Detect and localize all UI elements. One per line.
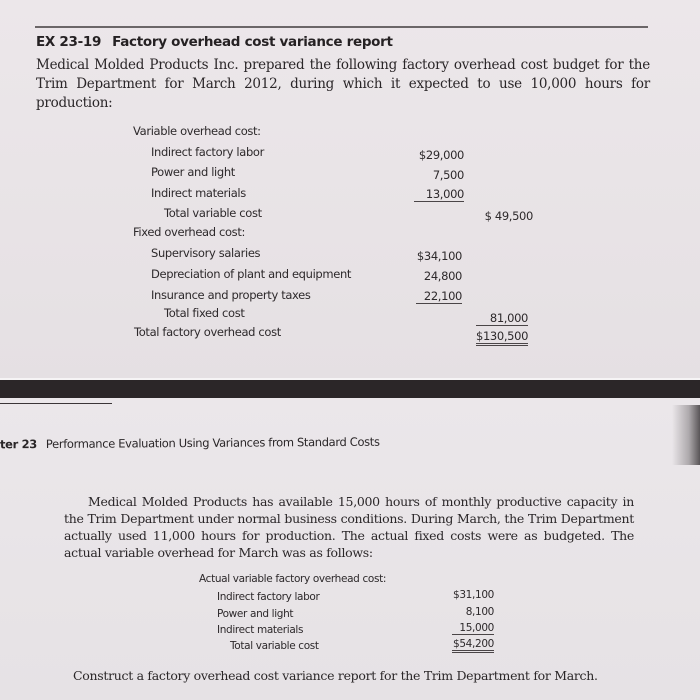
chapter-title: Performance Evaluation Using Variances from Standard Costs <box>45 434 380 452</box>
total-variable-label: Total variable cost <box>164 206 262 220</box>
budget-amount-indirect-labor: $29,000 <box>418 148 464 162</box>
budget-label-insurance: Insurance and property taxes <box>151 288 311 302</box>
actual-amount-indirect-materials: 15,000 <box>452 622 494 635</box>
budget-amount-indirect-materials: 13,000 <box>414 187 464 202</box>
exercise-instruction: Construct a factory overhead cost variance report for the Trim Department for March. <box>73 668 598 683</box>
budget-label-depreciation: Depreciation of plant and equipment <box>151 267 352 281</box>
budget-amount-supervisory: $34,100 <box>416 249 462 263</box>
total-overhead-amount: $130,500 <box>476 329 528 346</box>
total-fixed-amount: 81,000 <box>476 311 528 326</box>
budget-label-supervisory: Supervisory salaries <box>151 246 261 260</box>
actual-total-label: Total variable cost <box>230 640 319 652</box>
budget-amount-insurance: 22,100 <box>416 289 462 304</box>
variable-heading: Variable overhead cost: <box>133 124 261 138</box>
total-overhead-label: Total factory overhead cost <box>134 325 281 339</box>
capacity-paragraph: Medical Molded Products has available 15,000 hours of monthly productive capacity in the Trim Department under normal business conditions. During March, the Trim Department actually used 11,000 hours for production. The actual fixed costs were as budgeted. The actual variable overhead for March was as follows: <box>64 494 634 560</box>
exercise-intro: Medical Molded Products Inc. prepared the following factory overhead cost budget for the Trim Department for March 2012, during which it expected to use 10,000 hours for production: <box>36 57 650 111</box>
exercise-number: EX 23-19 <box>36 34 102 50</box>
budget-label-power-light: Power and light <box>151 165 235 179</box>
actual-amount-indirect-labor: $31,100 <box>453 589 494 601</box>
exercise-title: Factory overhead cost variance report <box>112 34 393 50</box>
actual-label-power-light: Power and light <box>217 608 294 620</box>
budget-label-indirect-labor: Indirect factory labor <box>151 145 264 159</box>
actual-amount-power-light: 8,100 <box>465 606 494 618</box>
total-fixed-label: Total fixed cost <box>164 306 245 320</box>
actual-label-indirect-labor: Indirect factory labor <box>217 591 320 603</box>
total-variable-amount: $ 49,500 <box>484 209 533 223</box>
chapter-number: ter 23 <box>0 437 37 452</box>
actual-total-amount: $54,200 <box>452 638 494 653</box>
actual-label-indirect-materials: Indirect materials <box>217 624 304 636</box>
fixed-heading: Fixed overhead cost: <box>133 225 245 239</box>
actual-heading: Actual variable factory overhead cost: <box>199 573 387 585</box>
budget-amount-power-light: 7,500 <box>432 168 464 182</box>
budget-label-indirect-materials: Indirect materials <box>151 186 246 200</box>
budget-amount-depreciation: 24,800 <box>423 269 462 283</box>
